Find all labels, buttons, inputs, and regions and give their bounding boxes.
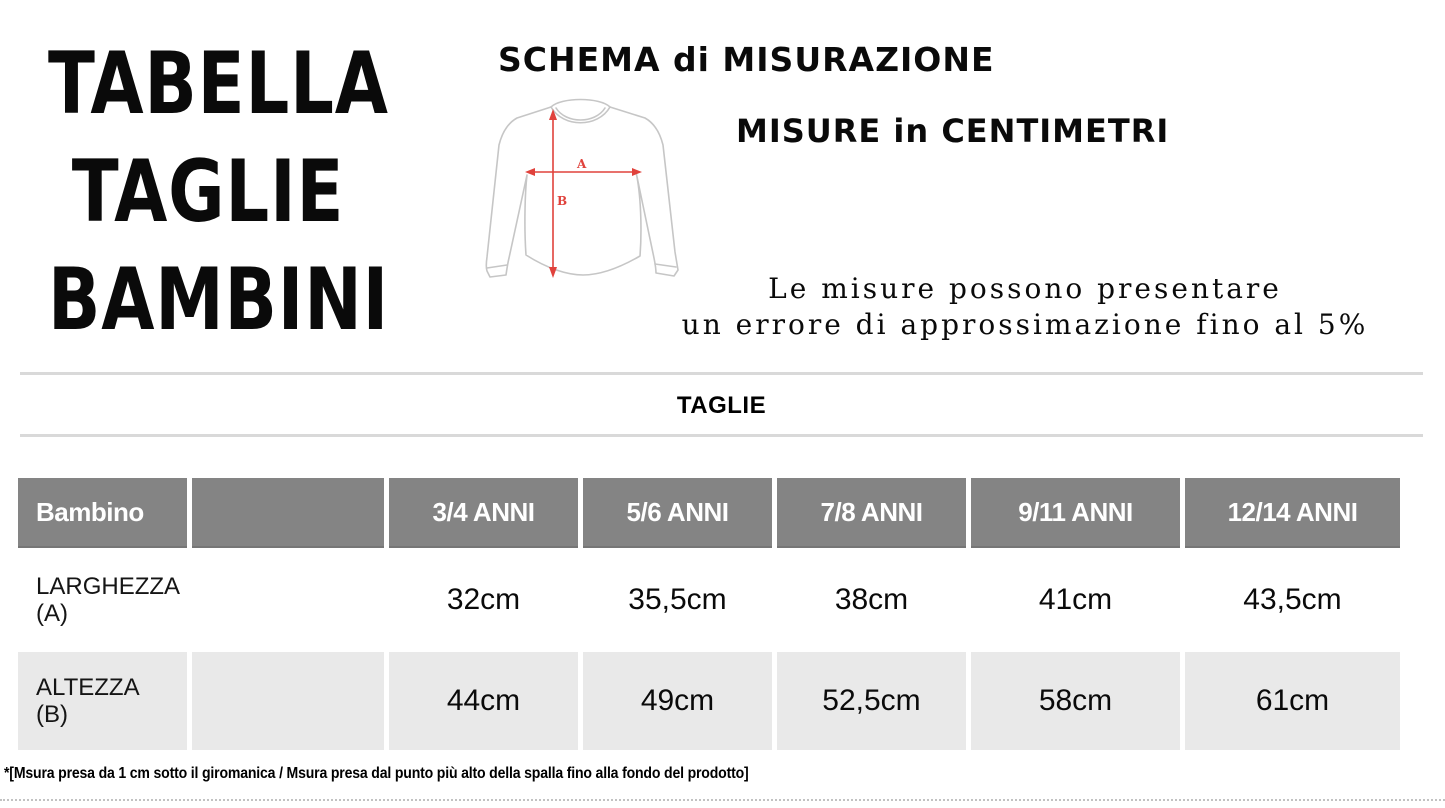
page-title: [48, 30, 389, 354]
divider-line-top: [20, 372, 1423, 375]
measurement-scheme-title: SCHEMA di MISURAZIONE: [498, 40, 995, 79]
size-table: [18, 478, 1400, 750]
shirt-outline: [486, 107, 678, 277]
height-arrow-label: B: [557, 194, 568, 208]
altezza-value-3-4: 44cm: [389, 652, 578, 750]
table-header-12-14-anni: 12/14 ANNI: [1185, 478, 1400, 548]
larghezza-value-5-6: 35,5cm: [628, 583, 727, 616]
row-altezza-label-text: ALTEZZA: [36, 674, 140, 701]
larghezza-value-9-11: 41cm: [1038, 583, 1113, 616]
altezza-value-7-8: 52,5cm: [777, 652, 966, 750]
collar-back-line: [551, 100, 610, 108]
altezza-value-9-11: 58cm: [971, 652, 1180, 750]
table-header-7-8-anni: 7/8 ANNI: [777, 478, 966, 548]
page-title-line-1: TABELLA: [48, 34, 389, 134]
units-title: MISURE in CENTIMETRI: [736, 112, 1170, 150]
page-title-line-3: BAMBINI: [48, 250, 389, 350]
page-title-line-2: TAGLIE: [71, 142, 345, 242]
measurement-footnote: *[Msura presa da 1 cm sotto il giromanica / Msura presa dal punto più alto della spalla fino alla fondo del prodotto]: [4, 765, 749, 782]
height-arrow-bottom-head: [549, 267, 557, 278]
right-cuff-line: [655, 264, 676, 267]
larghezza-value-3-4: 32cm: [446, 583, 521, 616]
larghezza-value-7-8: 38cm: [834, 583, 909, 616]
table-header-9-11-anni: 9/11 ANNI: [971, 478, 1180, 548]
approximation-note: [640, 271, 1410, 343]
table-header-5-6-anni: 5/6 ANNI: [583, 478, 772, 548]
approximation-note-line-1: Le misure possono presentare: [768, 272, 1282, 305]
row-larghezza-sublabel: (A): [36, 600, 68, 627]
row-altezza-sublabel: (B): [36, 701, 68, 728]
divider-line-bottom: [20, 434, 1423, 437]
row-larghezza-label-text: LARGHEZZA: [36, 573, 181, 600]
row-altezza-label: [18, 652, 187, 750]
width-arrow-label: A: [577, 157, 587, 171]
row-altezza-empty-cell: [192, 652, 384, 750]
left-cuff-line: [487, 265, 507, 268]
row-larghezza-label: [18, 548, 187, 652]
larghezza-value-12-14: 43,5cm: [1243, 583, 1342, 616]
table-header-bambino: Bambino: [18, 478, 187, 548]
altezza-value-5-6: 49cm: [583, 652, 772, 750]
altezza-value-12-14: 61cm: [1185, 652, 1400, 750]
approximation-note-line-2: un errore di approssimazione fino al 5%: [681, 308, 1369, 341]
shirt-measurement-diagram: [473, 92, 705, 298]
table-header-empty: [192, 478, 384, 548]
row-larghezza-empty-cell: [192, 548, 384, 652]
bottom-dotted-line: [0, 799, 1445, 801]
section-title-taglie: TAGLIE: [676, 392, 767, 419]
height-arrow-top-head: [549, 109, 557, 120]
table-header-3-4-anni: 3/4 ANNI: [389, 478, 578, 548]
